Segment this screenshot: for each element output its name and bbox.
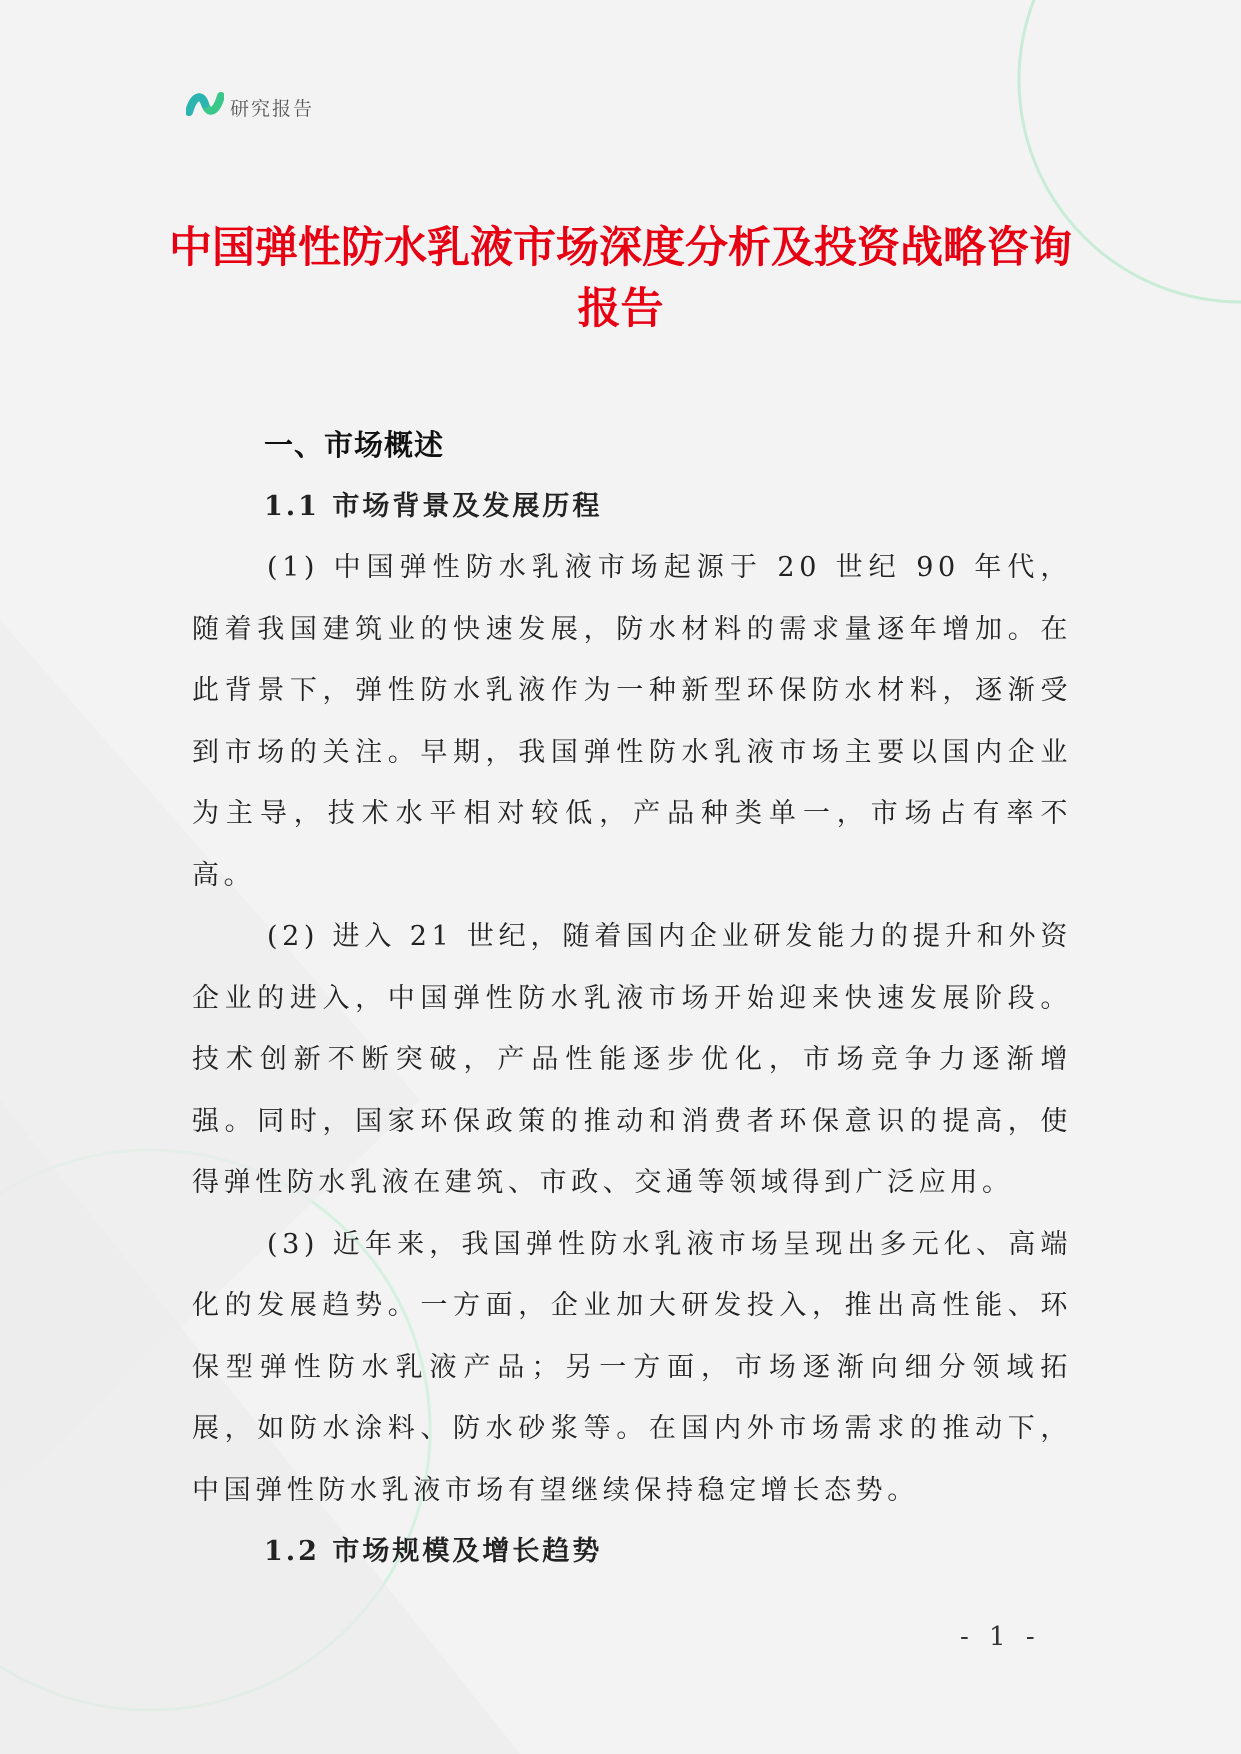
paragraph: (2) 进入 21 世纪，随着国内企业研发能力的提升和外资企业的进入，中国弹性防水乳液市场开始迎来快速发展阶段。技术创新不断突破，产品性能逐步优化，市场竞争力逐渐增强。同时，国家环保政策的推动和消费者环保意识的提高，使得弹性防水乳液在建筑、市政、交通等领域得到广泛应用。: [192, 921, 1072, 1198]
page-number: - 1 -: [960, 1622, 1041, 1652]
document-title: 中国弹性防水乳液市场深度分析及投资战略咨询报告: [169, 223, 1072, 334]
paragraph: (1) 中国弹性防水乳液市场起源于 20 世纪 90 年代，随着我国建筑业的快速发展，防水材料的需求量逐年增加。在此背景下，弹性防水乳液作为一种新型环保防水材料，逐渐受到市场的关注。早期，我国弹性防水乳液市场主要以国内企业为主导，技术水平相对较低，产品种类单一，市场占有率不高。: [192, 552, 1072, 891]
document-body: [192, 415, 1072, 1582]
subsection-heading: 1.2 市场规模及增长趋势: [264, 1536, 603, 1567]
header-logo: [186, 90, 314, 124]
paragraph: (3) 近年来，我国弹性防水乳液市场呈现出多元化、高端化的发展趋势。一方面，企业加大研发投入，推出高性能、环保型弹性防水乳液产品；另一方面，市场逐渐向细分领域拓展，如防水涂料、防水砂浆等。在国内外市场需求的推动下，中国弹性防水乳液市场有望继续保持稳定增长态势。: [192, 1228, 1072, 1506]
ribbon-logo-icon: [186, 90, 224, 124]
section-heading: 一、市场概述: [264, 428, 445, 462]
subsection-heading: 1.1 市场背景及发展历程: [264, 491, 603, 522]
header-label: 研究报告: [230, 97, 315, 120]
